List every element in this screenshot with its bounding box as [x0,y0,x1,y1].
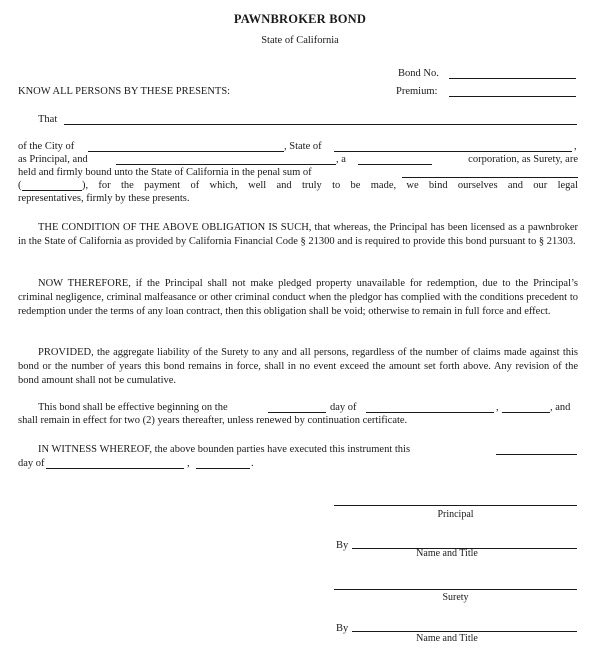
premium-field[interactable] [449,96,576,97]
bond-no-label: Bond No. [398,68,439,79]
now-therefore-paragraph: NOW THEREFORE, if the Principal shall not make pledged property unavailable for redemption, due to the Principal’s criminal negligence, criminal malfeasance or other criminal conduct when the pledgor has complied with the conditions precedent to redemption under the terms of any loan contract, then this obligation shall be void; otherwise to remain in full force and effect. [18,278,578,317]
know-all-heading: KNOW ALL PERSONS BY THESE PRESENTS: [18,86,231,97]
principal-by-label: By [336,540,349,551]
witness-text: IN WITNESS WHEREOF, the above bounden parties have executed this instrument this [38,444,411,455]
surety-caption: Surety [442,592,469,603]
representatives-text: representatives, firmly by these presents. [18,193,190,204]
effective-day-of-label: day of [330,402,357,413]
penal-sum-words-field[interactable] [402,177,578,178]
effective-and: , and [550,402,571,413]
witness-day-field[interactable] [496,454,577,455]
bond-no-field[interactable] [449,78,576,79]
surety-name-title-caption: Name and Title [416,633,478,644]
as-principal-label: as Principal, and [18,154,88,165]
principal-name-title-caption: Name and Title [416,548,478,559]
paren-open: ( [18,180,22,191]
witness-year-field[interactable] [196,468,250,469]
principal-signature-line[interactable] [334,505,577,506]
surety-by-label: By [336,623,349,634]
premium-label: Premium: [396,86,438,97]
penal-sum-number-field[interactable] [22,190,82,191]
city-label: of the City of [18,141,75,152]
effective-text: This bond shall be effective beginning on the [38,402,228,413]
principal-name-field[interactable] [64,124,577,125]
payment-text: ), for the payment of which, well and truly to be made, we bind ourselves and our legal [82,180,578,191]
principal-caption: Principal [437,509,474,520]
comma: , [574,141,577,152]
witness-period: . [251,458,254,469]
condition-paragraph: THE CONDITION OF THE ABOVE OBLIGATION IS SUCH, that whereas, the Principal has been licensed as a pawnbroker in the State of California as provided by California Financial Code § 21300 and is required to provide this bond pursuant to § 21303. [18,222,578,247]
witness-month-field[interactable] [46,468,184,469]
remain-text: shall remain in effect for two (2) years thereafter, unless renewed by continuation certificate. [18,415,408,426]
witness-day-of-label: day of [18,458,45,469]
effective-comma: , [496,402,499,413]
surety-signature-line[interactable] [334,589,577,590]
corp-surety-label: corporation, as Surety, are [468,154,578,165]
effective-year-field[interactable] [502,412,550,413]
effective-day-field[interactable] [268,412,326,413]
state-field[interactable] [334,151,572,152]
witness-comma: , [187,458,190,469]
document-title: PAWNBROKER BOND [233,12,367,26]
that-label: That [38,114,58,125]
provided-paragraph: PROVIDED, the aggregate liability of the Surety to any and all persons, regardless of the number of claims made against this bond or the number of years this bond remains in force, shall in no event exceed the amount set forth above. Any revision of the bond amount shall not be cumulative. [18,347,578,386]
effective-month-field[interactable] [366,412,494,413]
city-field[interactable] [88,151,284,152]
state-label: , State of [284,141,322,152]
surety-name-field[interactable] [116,164,336,165]
held-text: held and firmly bound unto the State of California in the penal sum of [18,167,312,178]
comma-a-label: , a [336,154,346,165]
document-subtitle: State of California [261,35,339,46]
surety-state-field[interactable] [358,164,432,165]
